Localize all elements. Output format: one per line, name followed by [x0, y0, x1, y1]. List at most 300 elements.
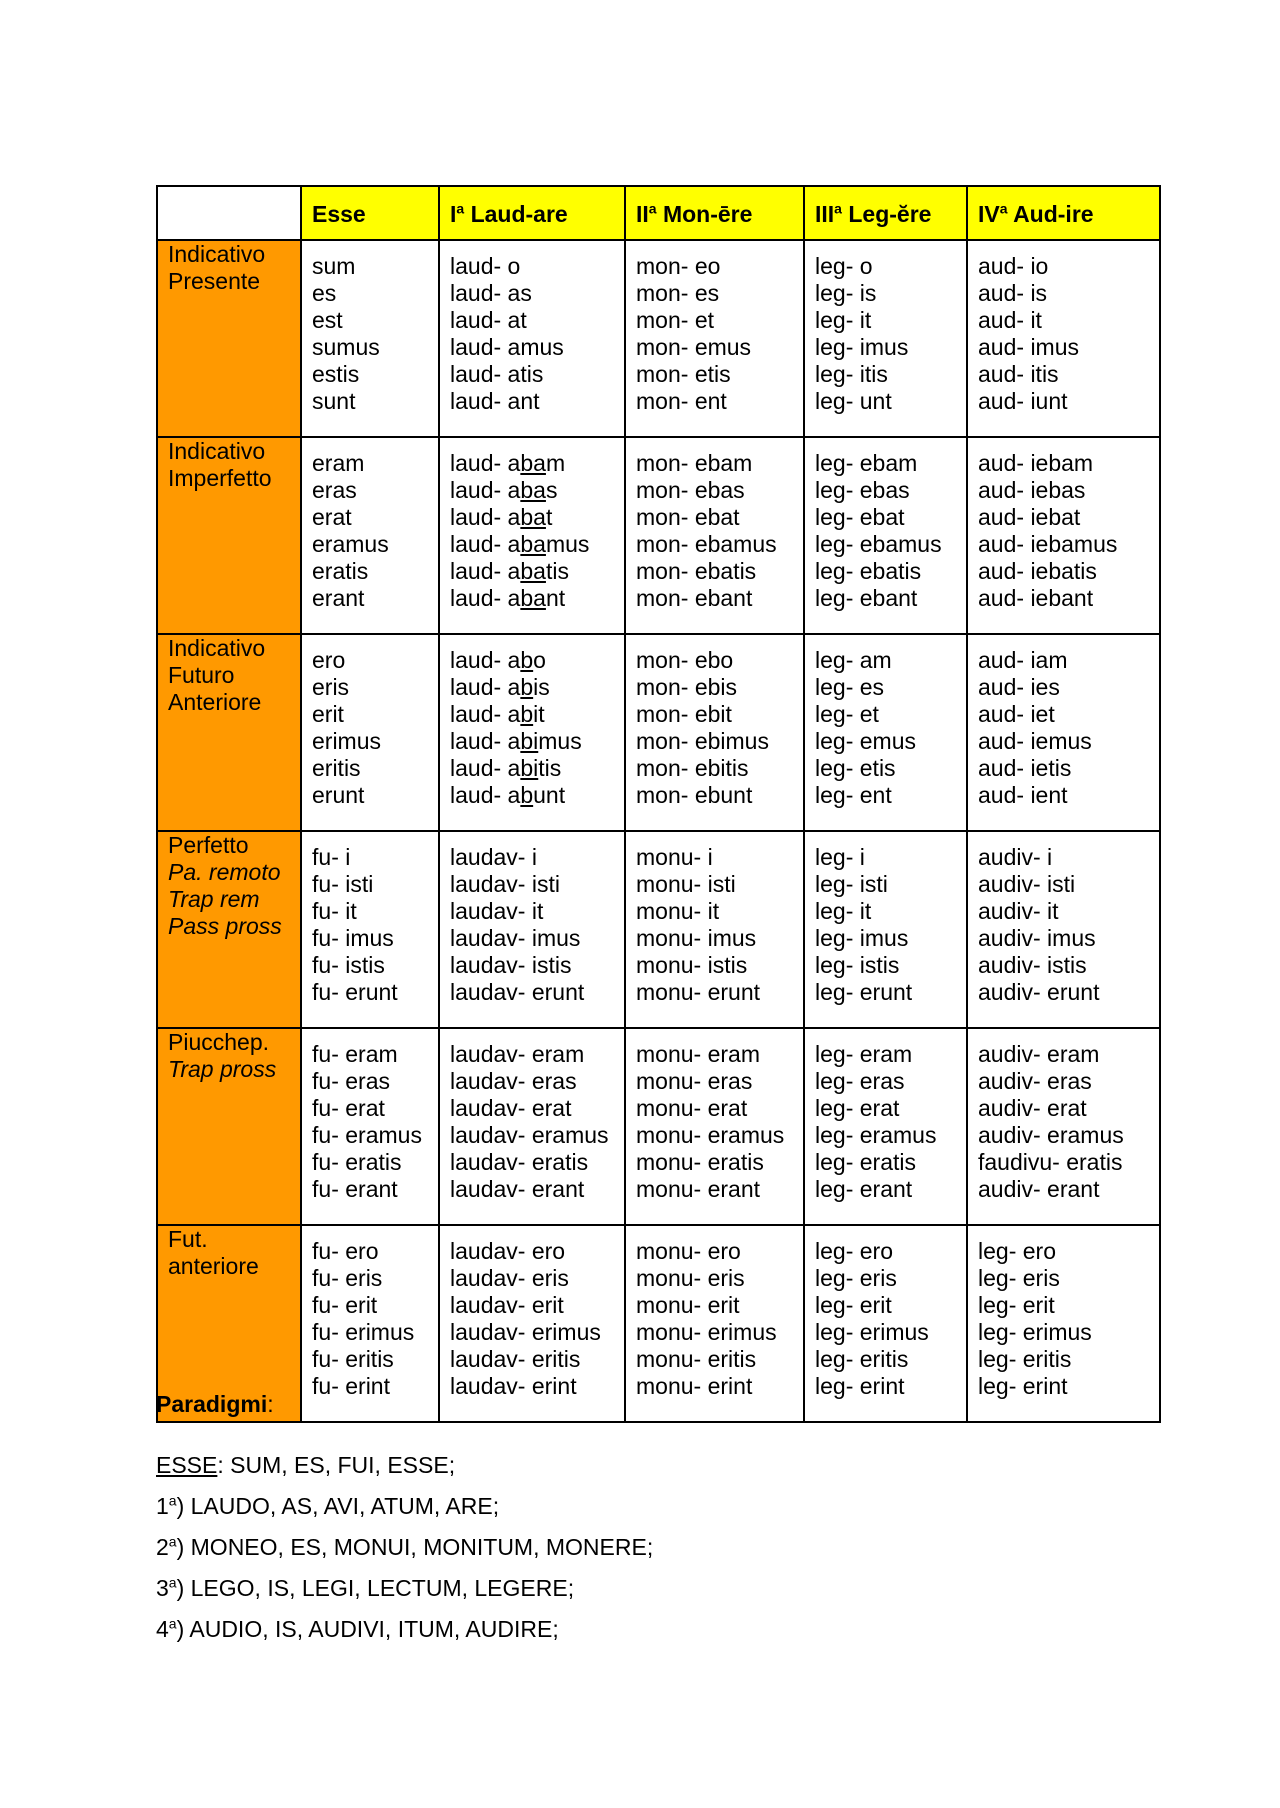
- verb-form: [978, 755, 1149, 782]
- verb-stem: leg -: [815, 844, 860, 870]
- verb-ending: istis: [707, 952, 748, 978]
- verb-ending: ebant: [694, 585, 753, 611]
- verb-stem: mon -: [636, 253, 695, 279]
- verb-form: [978, 307, 1149, 334]
- verb-ending: eram: [345, 1041, 398, 1067]
- verb-ending-tail: t: [545, 504, 553, 530]
- verb-form: [978, 558, 1149, 585]
- verb-form: [312, 979, 428, 1006]
- verb-form: [636, 952, 793, 979]
- verb-ending: i: [707, 844, 713, 870]
- paradigm-ordinal-sup: a: [168, 1615, 177, 1632]
- verb-stem: leg -: [815, 1149, 860, 1175]
- verb-ending: erant: [312, 585, 365, 611]
- verb-ending: eram: [531, 1041, 585, 1067]
- verb-stem: laud -: [450, 531, 508, 557]
- verb-stem: laud -: [450, 361, 508, 387]
- verb-ending: erat: [531, 1095, 572, 1121]
- verb-ending: erat: [312, 504, 352, 530]
- verb-ending: etis: [694, 361, 731, 387]
- tense-label-line: Imperfetto: [168, 465, 272, 491]
- verb-form: [450, 925, 614, 952]
- paradigms-title: Paradigmi:: [156, 1391, 274, 1417]
- verb-form: [815, 1068, 956, 1095]
- verb-form: [636, 898, 793, 925]
- verb-form: [815, 898, 956, 925]
- verb-ending: erant: [531, 1176, 585, 1202]
- verb-ending: erant: [707, 1176, 761, 1202]
- verb-form: [978, 898, 1149, 925]
- verb-stem: laud -: [450, 782, 508, 808]
- verb-form: [815, 477, 956, 504]
- verb-ending: am: [859, 647, 892, 673]
- verb-stem: laud -: [450, 585, 508, 611]
- verb-stem: laud -: [450, 728, 508, 754]
- verb-stem: leg -: [815, 925, 860, 951]
- verb-ending: eratis: [707, 1149, 764, 1175]
- verb-stem: audiv -: [978, 844, 1047, 870]
- verb-ending: ietis: [1030, 755, 1072, 781]
- verb-ending: a: [507, 755, 521, 781]
- verb-ending: eratis: [345, 1149, 402, 1175]
- verb-stem: faudivu -: [978, 1149, 1066, 1175]
- verb-stem: leg -: [815, 450, 860, 476]
- verb-ending: ebamus: [694, 531, 777, 557]
- verb-form: [636, 1292, 793, 1319]
- verb-ending: erunt: [312, 782, 365, 808]
- paradigm-line: [156, 1452, 653, 1479]
- verb-form: [636, 871, 793, 898]
- verb-form: [450, 647, 614, 674]
- verb-stem: leg -: [815, 952, 860, 978]
- verb-form: [978, 1095, 1149, 1122]
- verb-ending: o: [859, 253, 873, 279]
- verb-stem: leg -: [815, 388, 860, 414]
- verb-form: [312, 1292, 428, 1319]
- conjugation-cell: [439, 634, 625, 831]
- verb-ending: a: [507, 647, 521, 673]
- tense-label-line: Indicativo: [168, 438, 266, 464]
- paradigm-head: 3: [156, 1575, 169, 1601]
- tense-label: [157, 437, 301, 634]
- tense-label-line: Indicativo: [168, 635, 266, 661]
- verb-form: [815, 388, 956, 415]
- verb-ending: iebamus: [1030, 531, 1118, 557]
- verb-form: [815, 755, 956, 782]
- paradigm-ordinal-sup: a: [168, 1574, 177, 1591]
- verb-ending: ebo: [694, 647, 734, 673]
- verb-ending: a: [507, 477, 521, 503]
- verb-stem: audiv -: [978, 925, 1047, 951]
- verb-form: [636, 1176, 793, 1203]
- verb-form: [450, 701, 614, 728]
- verb-form: [450, 531, 614, 558]
- paradigm-line: [156, 1616, 653, 1643]
- verb-ending: ero: [859, 1238, 894, 1264]
- verb-stem: audiv -: [978, 1095, 1047, 1121]
- verb-form: [815, 585, 956, 612]
- verb-ending: eras: [859, 1068, 905, 1094]
- verb-stem: laud -: [450, 701, 508, 727]
- verb-ending: erat: [707, 1095, 748, 1121]
- verb-ending: it: [859, 898, 872, 924]
- verb-form: [978, 844, 1149, 871]
- verb-ending: eramus: [312, 531, 389, 557]
- verb-ending: ent: [694, 388, 727, 414]
- verb-form: [978, 1122, 1149, 1149]
- verb-ending: erant: [345, 1176, 398, 1202]
- verb-form: [978, 450, 1149, 477]
- verb-ending: as: [507, 280, 532, 306]
- verb-ending: ebatis: [694, 558, 757, 584]
- verb-form: [450, 253, 614, 280]
- verb-ending: erat: [1047, 1095, 1087, 1121]
- verb-ending: ient: [1030, 782, 1068, 808]
- verb-ending: erimus: [531, 1319, 601, 1345]
- paradigm-ordinal-sup: a: [168, 1533, 177, 1550]
- tense-label-line: Indicativo: [168, 241, 266, 267]
- conjugation-cell: [625, 437, 804, 634]
- verb-ending: ero: [707, 1238, 741, 1264]
- verb-stem: monu -: [636, 1346, 708, 1372]
- verb-form: [312, 361, 428, 388]
- verb-stem: monu -: [636, 871, 708, 897]
- verb-stem: aud -: [978, 307, 1030, 333]
- verb-form: [312, 782, 428, 809]
- header-second-conjugation: $II^a$ Mon-ēre: [625, 186, 804, 240]
- verb-form: [450, 979, 614, 1006]
- verb-suffix-underlined: ba: [520, 585, 546, 611]
- verb-form: [450, 1068, 614, 1095]
- verb-form: [450, 388, 614, 415]
- verb-stem: aud -: [978, 334, 1030, 360]
- conjugation-cell: [804, 1225, 967, 1422]
- verb-form: [978, 585, 1149, 612]
- verb-ending: imus: [345, 925, 394, 951]
- verb-stem: monu -: [636, 1095, 708, 1121]
- verb-stem: fu -: [312, 1176, 345, 1202]
- verb-ending: erit: [707, 1292, 740, 1318]
- verb-ending: iam: [1030, 647, 1068, 673]
- verb-suffix-underlined: b: [520, 782, 534, 808]
- verb-form: [450, 1149, 614, 1176]
- verb-ending: isti: [707, 871, 736, 897]
- tense-label-line: Presente: [168, 268, 261, 294]
- verb-ending: at: [507, 307, 527, 333]
- verb-form: [312, 585, 428, 612]
- verb-stem: mon -: [636, 755, 695, 781]
- verb-stem: laudav -: [450, 898, 532, 924]
- verb-ending: emus: [859, 728, 917, 754]
- verb-ending: ero: [345, 1238, 379, 1264]
- verb-suffix-underlined: b: [520, 674, 534, 700]
- verb-form: [815, 844, 956, 871]
- verb-form: [815, 531, 956, 558]
- verb-stem: aud -: [978, 388, 1030, 414]
- verb-stem: fu -: [312, 1149, 345, 1175]
- verb-form: [312, 253, 428, 280]
- verb-stem: fu -: [312, 1265, 345, 1291]
- verb-ending: ero: [312, 647, 346, 673]
- tense-label-line: Fut.: [168, 1226, 208, 1252]
- verb-ending: ebas: [694, 477, 745, 503]
- verb-stem: monu -: [636, 1319, 708, 1345]
- verb-form: [450, 1265, 614, 1292]
- header-fourth-conjugation: $IV^a$ Aud-ire: [967, 186, 1160, 240]
- verb-ending: iebatis: [1030, 558, 1097, 584]
- verb-form: [450, 1095, 614, 1122]
- conjugation-cell: [439, 831, 625, 1028]
- verb-ending: erunt: [345, 979, 398, 1005]
- verb-form: [978, 1319, 1149, 1346]
- verb-ending: iebat: [1030, 504, 1081, 530]
- verb-stem: laud -: [450, 334, 508, 360]
- verb-ending: eritis: [345, 1346, 394, 1372]
- paradigm-forms: ) LAUDO, AS, AVI, ATUM, ARE;: [176, 1493, 500, 1519]
- verb-stem: mon -: [636, 647, 695, 673]
- verb-form: [636, 728, 793, 755]
- verb-ending: eritis: [707, 1346, 757, 1372]
- verb-form: [312, 477, 428, 504]
- verb-form: [450, 334, 614, 361]
- verb-ending: ebat: [694, 504, 740, 530]
- verb-ending: iebas: [1030, 477, 1086, 503]
- verb-stem: aud -: [978, 647, 1030, 673]
- verb-ending-tail: o: [533, 647, 546, 673]
- verb-ending: ant: [507, 388, 540, 414]
- verb-form: [636, 585, 793, 612]
- verb-form: [636, 925, 793, 952]
- verb-suffix-underlined: b: [520, 647, 534, 673]
- header-row: [157, 186, 1160, 240]
- verb-stem: monu -: [636, 952, 708, 978]
- verb-ending: a: [507, 728, 521, 754]
- verb-stem: leg -: [815, 674, 860, 700]
- verb-stem: audiv -: [978, 1041, 1047, 1067]
- verb-form: [636, 844, 793, 871]
- conjugation-cell: [967, 1028, 1160, 1225]
- verb-form: [636, 307, 793, 334]
- verb-form: [978, 782, 1149, 809]
- tense-label-line: Pass pross: [168, 913, 282, 939]
- verb-ending: a: [507, 558, 521, 584]
- verb-stem: fu -: [312, 844, 345, 870]
- verb-stem: leg -: [815, 1238, 860, 1264]
- verb-form: [978, 361, 1149, 388]
- verb-ending: es: [312, 280, 337, 306]
- verb-form: [978, 952, 1149, 979]
- paradigm-head: 2: [156, 1534, 169, 1560]
- verb-ending-tail: it: [533, 701, 545, 727]
- verb-ending: ero: [1022, 1238, 1057, 1264]
- verb-stem: laudav -: [450, 1095, 532, 1121]
- verb-stem: laudav -: [450, 1319, 532, 1345]
- verb-ending: is: [859, 280, 877, 306]
- verb-form: [636, 253, 793, 280]
- verb-stem: laudav -: [450, 844, 532, 870]
- verb-ending: erunt: [859, 979, 913, 1005]
- verb-form: [978, 871, 1149, 898]
- verb-form: [450, 558, 614, 585]
- verb-ending: sunt: [312, 388, 356, 414]
- conjugation-cell: [967, 1225, 1160, 1422]
- verb-ending: eritis: [312, 755, 361, 781]
- verb-form: [312, 952, 428, 979]
- verb-stem: laudav -: [450, 1373, 532, 1399]
- verb-ending: istis: [345, 952, 385, 978]
- conjugation-cell: [301, 1028, 439, 1225]
- verb-form: [312, 674, 428, 701]
- verb-form: [312, 701, 428, 728]
- verb-form: [312, 1238, 428, 1265]
- conjugation-cell: [625, 831, 804, 1028]
- paradigm-forms: ) AUDIO, IS, AUDIVI, ITUM, AUDIRE;: [176, 1616, 559, 1642]
- verb-stem: fu -: [312, 1068, 345, 1094]
- verb-ending: a: [507, 674, 521, 700]
- verb-stem: leg -: [815, 361, 860, 387]
- verb-form: [815, 1346, 956, 1373]
- verb-ending: a: [507, 701, 521, 727]
- verb-form: [636, 1238, 793, 1265]
- conjugation-cell: [439, 1028, 625, 1225]
- verb-stem: laudav -: [450, 871, 532, 897]
- tense-label: [157, 240, 301, 437]
- paradigms-section: [156, 1391, 653, 1657]
- verb-form: [978, 477, 1149, 504]
- verb-form: [815, 1095, 956, 1122]
- verb-form: [636, 1265, 793, 1292]
- verb-stem: laud -: [450, 674, 508, 700]
- verb-stem: fu -: [312, 952, 345, 978]
- verb-form: [815, 871, 956, 898]
- conjugation-cell: [439, 437, 625, 634]
- verb-stem: laudav -: [450, 1176, 532, 1202]
- verb-form: [312, 755, 428, 782]
- verb-ending: es: [859, 674, 885, 700]
- verb-form: [815, 1265, 956, 1292]
- verb-ending: es: [694, 280, 720, 306]
- verb-stem: laudav -: [450, 925, 532, 951]
- verb-ending: eo: [694, 253, 721, 279]
- verb-stem: aud -: [978, 558, 1030, 584]
- verb-stem: fu -: [312, 1238, 345, 1264]
- verb-stem: leg -: [815, 728, 860, 754]
- verb-ending: erit: [859, 1292, 892, 1318]
- conjugation-cell: [804, 1028, 967, 1225]
- verb-ending: erat: [859, 1095, 900, 1121]
- verb-stem: aud -: [978, 280, 1030, 306]
- verb-form: [636, 701, 793, 728]
- verb-form: [978, 647, 1149, 674]
- verb-ending: iebam: [1030, 450, 1094, 476]
- verb-stem: fu -: [312, 1319, 345, 1345]
- conjugation-cell: [625, 240, 804, 437]
- tense-row: [157, 831, 1160, 1028]
- verb-stem: mon -: [636, 280, 695, 306]
- verb-stem: leg -: [815, 504, 860, 530]
- verb-stem: monu -: [636, 1176, 708, 1202]
- verb-ending: it: [859, 307, 872, 333]
- verb-stem: aud -: [978, 585, 1030, 611]
- verb-ending: istis: [859, 952, 900, 978]
- verb-ending: etis: [859, 755, 896, 781]
- verb-stem: monu -: [636, 1068, 708, 1094]
- verb-form: [815, 782, 956, 809]
- verb-stem: monu -: [636, 925, 708, 951]
- verb-stem: laud -: [450, 558, 508, 584]
- verb-stem: leg -: [815, 334, 860, 360]
- verb-ending: eramus: [859, 1122, 937, 1148]
- verb-form: [636, 334, 793, 361]
- verb-stem: laud -: [450, 647, 508, 673]
- verb-ending: ebamus: [859, 531, 942, 557]
- verb-stem: leg -: [815, 1346, 860, 1372]
- conjugation-cell: [967, 437, 1160, 634]
- verb-form: [450, 844, 614, 871]
- verb-ending: unt: [859, 388, 892, 414]
- verb-stem: monu -: [636, 1122, 708, 1148]
- verb-form: [978, 1373, 1149, 1400]
- verb-ending: eram: [707, 1041, 761, 1067]
- verb-ending: imus: [1030, 334, 1079, 360]
- verb-form: [450, 952, 614, 979]
- verb-form: [450, 504, 614, 531]
- conjugation-cell: [439, 240, 625, 437]
- verb-stem: laud -: [450, 307, 508, 333]
- verb-ending: erimus: [312, 728, 382, 754]
- tense-row: [157, 634, 1160, 831]
- verb-ending: erint: [707, 1373, 753, 1399]
- verb-stem: monu -: [636, 1292, 708, 1318]
- verb-stem: mon -: [636, 531, 695, 557]
- header-first-conjugation: $I^a$ Laud-are: [439, 186, 625, 240]
- verb-ending: eramus: [1047, 1122, 1124, 1148]
- verb-stem: laudav -: [450, 979, 532, 1005]
- verb-form: [978, 388, 1149, 415]
- verb-stem: fu -: [312, 1346, 345, 1372]
- verb-stem: leg -: [978, 1265, 1023, 1291]
- verb-form: [636, 388, 793, 415]
- verb-ending: est: [312, 307, 343, 333]
- paradigm-line: [156, 1534, 653, 1561]
- verb-ending: i: [859, 844, 865, 870]
- verb-stem: laudav -: [450, 952, 532, 978]
- verb-form: [312, 1068, 428, 1095]
- verb-ending: eras: [707, 1068, 753, 1094]
- verb-ending: istis: [1047, 952, 1087, 978]
- verb-form: [312, 1176, 428, 1203]
- verb-suffix-underlined: ba: [520, 450, 546, 476]
- verb-ending: ebam: [694, 450, 753, 476]
- verb-stem: monu -: [636, 1238, 708, 1264]
- conjugation-table: [156, 185, 1161, 1423]
- verb-ending: eramus: [707, 1122, 785, 1148]
- conjugation-cell: [301, 240, 439, 437]
- verb-stem: leg -: [978, 1238, 1023, 1264]
- verb-ending: erunt: [531, 979, 585, 1005]
- verb-stem: leg -: [815, 755, 860, 781]
- conjugation-cell: [301, 634, 439, 831]
- verb-ending: iemus: [1030, 728, 1092, 754]
- conjugation-cell: [804, 831, 967, 1028]
- verb-stem: leg -: [815, 1122, 860, 1148]
- verb-ending: eris: [312, 674, 350, 700]
- verb-ending: it: [1030, 307, 1042, 333]
- verb-ending: isti: [859, 871, 888, 897]
- verb-ending: istis: [531, 952, 572, 978]
- verb-stem: laud -: [450, 280, 508, 306]
- verb-form: [312, 1346, 428, 1373]
